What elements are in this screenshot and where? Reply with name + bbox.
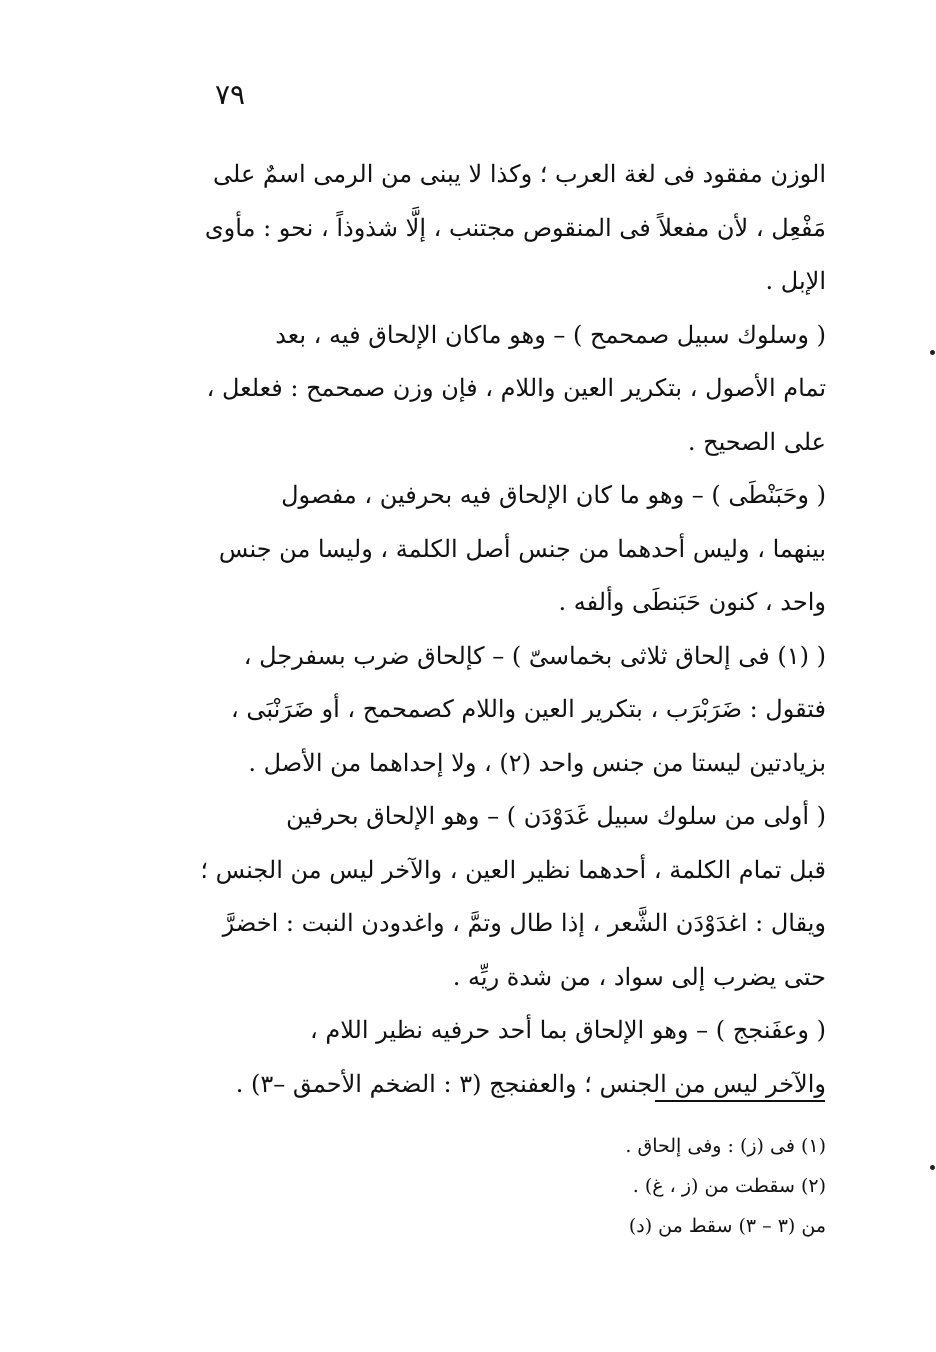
- margin-mark: [930, 350, 935, 355]
- paragraph: [180, 469, 826, 630]
- text-line: واحد ، كنون حَبَنطَى وألفه .: [558, 588, 826, 616]
- text-line: ( أولى من سلوك سبيل غَدَوْدَن ) – وهو الإلحاق بحرفين: [286, 802, 826, 830]
- text-line: قبل تمام الكلمة ، أحدهما نظير العين ، والآخر ليس من الجنس ؛: [200, 855, 826, 884]
- text-line: ( وسلوك سبيل صمحمح ) – وهو ماكان الإلحاق فيه ، بعد: [275, 320, 826, 349]
- text-line: فتقول : ضَرَبْرَب ، بتكرير العين واللام كصمحمح ، أو ضَرَنْبَى ،: [230, 695, 826, 723]
- footnote-separator: [655, 1100, 825, 1102]
- text-line: الإبل .: [765, 267, 826, 295]
- paragraph: [180, 630, 826, 791]
- text-line: الوزن مفقود فى لغة العرب ؛ وكذا لا يبنى من الرمى اسمٌ على: [213, 160, 826, 188]
- text-line: بينهما ، وليس أحدهما من جنس أصل الكلمة ، وليسا من جنس: [218, 534, 826, 563]
- text-line: ( وعفَنجج ) – وهو الإلحاق بما أحد حرفيه نظير اللام ،: [309, 1016, 826, 1044]
- text-line: ( (١) فى إلحاق ثلاثى بخماسىّ ) – كإلحاق ضرب بسفرجل ،: [243, 641, 826, 670]
- footnote: من (٣ – ٣) سقط من (د): [628, 1215, 826, 1237]
- main-text: [180, 148, 826, 1111]
- text-line: على الصحيح .: [687, 427, 826, 456]
- paragraph: [180, 1004, 826, 1111]
- margin-mark: [930, 1165, 935, 1170]
- paragraph: [180, 309, 826, 470]
- text-line: مَفْعِل ، لأن مفعلاً فى المنقوص مجتنب ، إلَّا شذوذاً ، نحو : مأوى: [204, 213, 826, 242]
- text-line: والآخر ليس من الجنس ؛ والعفنجج (٣ : الضخم الأحمق –٣) .: [235, 1069, 826, 1098]
- paragraph: [180, 148, 826, 309]
- footnote: (٢) سقطت من (ز ، غ) .: [632, 1175, 826, 1197]
- text-line: بزيادتين ليستا من جنس واحد (٢) ، ولا إحداهما من الأصل .: [248, 748, 826, 777]
- text-line: تمام الأصول ، بتكرير العين واللام ، فإن وزن صمحمح : فعلعل ،: [206, 374, 826, 402]
- paragraph: [180, 790, 826, 1004]
- footnotes: [380, 1126, 826, 1246]
- footnote: (١) فى (ز) : وفى إلحاق .: [625, 1135, 826, 1157]
- text-line: ويقال : اغدَوْدَن الشَّعر ، إذا طال وتمَّ ، واغدودن النبت : اخضرَّ: [222, 909, 826, 937]
- page-number: ٧٩: [214, 78, 246, 111]
- text-line: حتى يضرب إلى سواد ، من شدة ريِّه .: [452, 962, 826, 991]
- text-line: ( وحَبَنْطَى ) – وهو ما كان الإلحاق فيه بحرفين ، مفصول: [281, 481, 826, 509]
